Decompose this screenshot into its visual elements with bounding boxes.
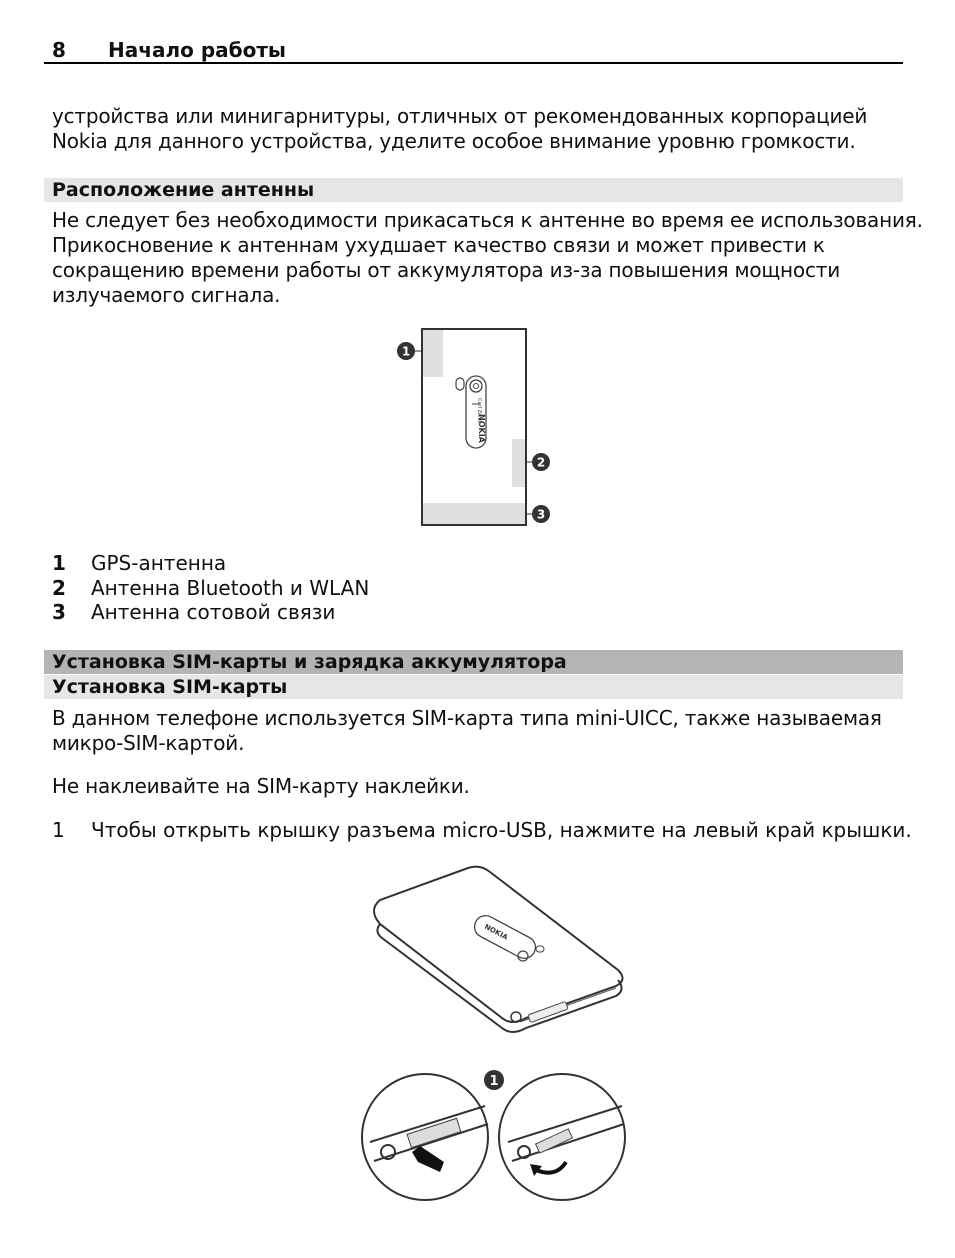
usb-cover-detail-figure: [360, 1066, 630, 1206]
nokia-logo: NOKIA: [477, 414, 486, 443]
antenna-line: излучаемого сигнала.: [52, 283, 281, 307]
page-header: [44, 36, 903, 64]
sim-warning: [52, 774, 912, 799]
cellular-antenna-area: [423, 503, 525, 524]
intro-line: Nokia для данного устройства, уделите особое внимание уровню громкости.: [52, 129, 856, 153]
carl-zeiss-label: Carl Zeiss: [476, 398, 482, 423]
bluetooth-wlan-antenna-area: [512, 439, 525, 487]
subsection-heading-sim: Установка SIM-карты: [44, 675, 903, 699]
legend-text: GPS-антенна: [91, 551, 227, 575]
intro-paragraph: [52, 104, 912, 154]
marker-1-label: 1: [489, 1074, 499, 1089]
sim-warning-text: Не наклеивайте на SIM-карту наклейки.: [52, 774, 470, 798]
antenna-location-figure: [390, 320, 560, 535]
legend-number: 2: [52, 575, 66, 600]
sim-line: микро-SIM-картой.: [52, 731, 245, 755]
marker-2-label: 2: [536, 455, 546, 470]
legend-number: 1: [52, 551, 66, 575]
section-heading-antenna: Расположение антенны: [44, 178, 903, 202]
legend-text: Антенна сотовой связи: [91, 600, 336, 624]
phone-perspective-figure: [360, 858, 630, 1038]
legend-text: Антенна Bluetooth и WLAN: [91, 575, 370, 600]
antenna-line: Не следует без необходимости прикасаться к антенне во время ее использования.: [52, 208, 923, 232]
marker-1-label: 1: [401, 344, 411, 359]
antenna-line: сокращению времени работы от аккумулятора из-за повышения мощности: [52, 258, 841, 282]
section-heading-sim-battery: Установка SIM-карты и зарядка аккумулятора: [44, 650, 903, 674]
legend-number: 3: [52, 600, 66, 624]
antenna-line: Прикосновение к антеннам ухудшает качество связи и может привести к: [52, 233, 825, 257]
sim-paragraph: [52, 706, 912, 756]
sim-line: В данном телефоне используется SIM-карта типа mini-UICC, также называемая: [52, 706, 882, 730]
page-title: Начало работы: [108, 38, 287, 62]
step-text: Чтобы открыть крышку разъема micro-USB, нажмите на левый край крышки.: [91, 818, 912, 842]
nokia-logo: NOKIA: [483, 922, 510, 942]
intro-line: устройства или минигарнитуры, отличных от рекомендованных корпорацией: [52, 104, 868, 128]
marker-3-label: 3: [536, 507, 546, 522]
gps-antenna-area: [423, 330, 443, 377]
page-number: 8: [52, 38, 66, 62]
antenna-paragraph: [52, 208, 923, 308]
step-number: 1: [52, 818, 65, 842]
